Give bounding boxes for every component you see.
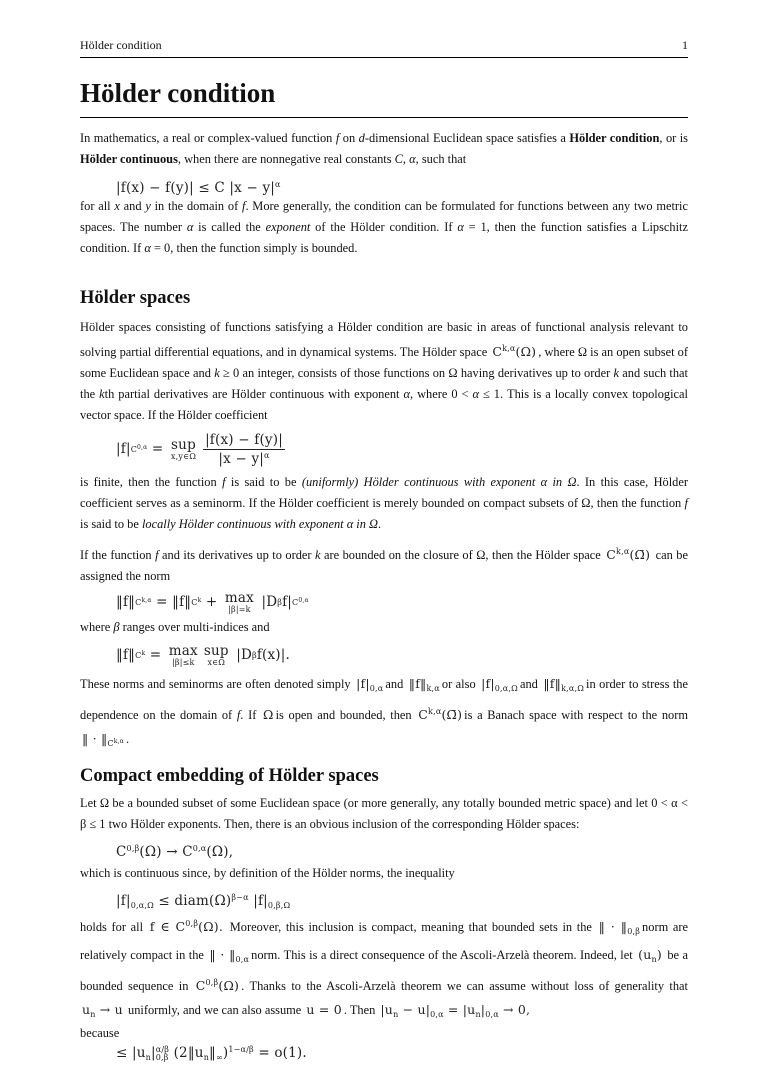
section-heading-holder-spaces: Hölder spaces: [80, 288, 191, 309]
inclusion-formula: $C^{0,\beta}(\Omega) \to C^{0,\alpha}(\Omega)$,: [116, 844, 234, 861]
final-estimate-formula: ≤ $|u_n|$ α/β 0,β $(2‖u_n‖_\infty)^{1-\alpha/\beta} = o(1)$.: [116, 1044, 307, 1063]
compact-paragraph-3: holds for all f ∈ $C^{0,\beta}(\Omega)$. Moreover, this inclusion is compact, meaning that bounded sets in the ‖ · $‖_{0,\beta}$ norm are relatively compact in the ‖ · $‖_{0,\alpha}$ norm. This is a direct consequence of the Ascoli-Arzelà theorem. Indeed, let $(u_n)$ be a bounded sequence in $C^{0,\beta}(\Omega)$ . Thanks to the Ascoli-Arzelà theorem we can assume without loss of generality that $u_n \to u$ uniformly, and we can also assume u = 0 . Then $|u_n - u|_{0,\alpha} = |u_n|_{0,\alpha} \to 0$,: [80, 919, 689, 1020]
holder-spaces-paragraph-4: where β ranges over multi-indices and: [80, 620, 270, 635]
holder-spaces-paragraph-5: These norms and seminorms are often denoted simply $|f|_{0,\alpha}$ and $‖f‖_{k,\alpha}$ or also $|f|_{0,\alpha,\Omega}$ and $‖f‖_{k,\alpha,\Omega}$ in order to stress the dependence on the domain of f. If Ω is open and bounded, then $C^{k,\alpha}(\Omegā)$ is a Banach space with respect to the norm ‖ · $‖_{C^{k,\alpha}}$ .: [80, 676, 689, 749]
holder-inequality: |f(x) − f(y)| ≤ C $|x - y|^\alpha$: [116, 180, 281, 197]
compact-paragraph-1: Let Ω be a bounded subset of some Euclidean space (or more generally, any totally bounded metric space) and let 0 < α < β ≤ 1 two Hölder exponents. Then, there is an obvious inclusion of the corresponding Hölder spaces:: [80, 796, 688, 832]
holder-spaces-paragraph: Hölder spaces consisting of functions satisfying a Hölder condition are basic in areas of functional analysis relevant to solving partial differential equations, and in dynamical systems. The Hölder space $C^{k,\alpha}(\Omega)$ , where Ω is an open subset of some Euclidean space and k ≥ 0 an integer, consists of those functions on Ω having derivatives up to order k and such that the kth partial derivatives are Hölder continuous with exponent α, where 0 < α ≤ 1. This is a locally convex topological vector space. If the Hölder coefficient: [80, 320, 688, 423]
holder-coefficient-formula: |f| $C^{0,\alpha}$ = sup x,y∈Ω $\frac{|f(x) - f(y)|}{|x - y|^\alpha}$: [116, 431, 283, 467]
holder-spaces-paragraph-3: If the function f and its derivatives up to order k are bounded on the closure of Ω, then the Hölder space $C^{k,\alpha}(\Omegā)$ can be assigned the norm: [80, 547, 689, 584]
header-title: Hölder condition: [80, 38, 162, 52]
holder-norm-formula: ‖f‖ $C^{k,\alpha}$ = ‖f‖ $C^k$ + max |β|=k |D β f| $C^{0,\alpha}$: [116, 589, 309, 614]
section-heading-compact-embedding: Compact embedding of Hölder spaces: [80, 766, 379, 787]
running-header: [80, 38, 688, 58]
page-title: Hölder condition: [80, 78, 688, 118]
article: [80, 78, 689, 1063]
holder-norm-inequality: $|f|_{0,\alpha,\Omega}$ ≤ $diam(\Omega)^{\beta-\alpha}$ $|f|_{0,\beta,\Omega}$: [116, 893, 291, 911]
intro-paragraph: In mathematics, a real or complex-valued function f on d-dimensional Euclidean space satisfies a Hölder condition, or is Hölder continuous, when there are nonnegative real constants C, α, such that: [80, 131, 689, 167]
compact-paragraph-2: which is continuous since, by definition of the Hölder norms, the inequality: [80, 866, 455, 881]
ck-norm-formula: ‖f‖ $C^k$ = max |β|≤k sup x∈Ω |D β f(x)|.: [116, 642, 291, 667]
intro-paragraph-2: for all x and y in the domain of f. More generally, the condition can be formulated for functions between any two metric spaces. The number α is called the exponent of the Hölder condition. If α = 1, then the function satisfies a Lipschitz condition. If α = 0, then the function simply is bounded.: [80, 199, 688, 256]
compact-paragraph-4: because: [80, 1026, 120, 1041]
holder-spaces-paragraph-2: is finite, then the function f is said to be (uniformly) Hölder continuous with exponent α in Ω. In this case, Hölder coefficient serves as a seminorm. If the Hölder coefficient is merely bounded on compact subsets of Ω, then the function f is said to be locally Hölder continuous with exponent α in Ω.: [80, 475, 689, 532]
page-number: 1: [682, 38, 688, 52]
